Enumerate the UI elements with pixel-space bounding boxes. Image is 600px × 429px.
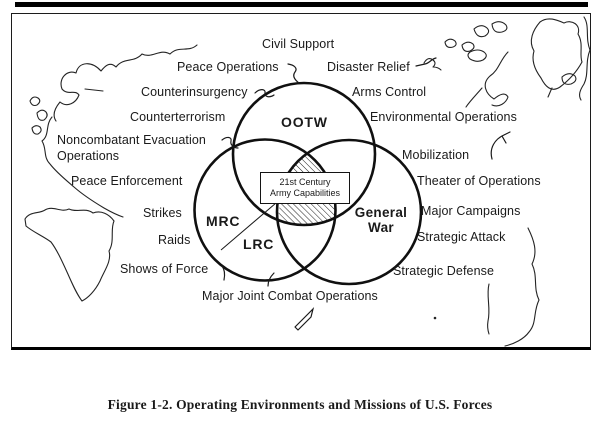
label-noncombatant-evacuation: Noncombatant Evacuation Operations xyxy=(57,133,206,163)
label-peace-enforcement: Peace Enforcement xyxy=(71,174,183,188)
mobilization-curl-arrow xyxy=(491,132,510,159)
label-shows-of-force: Shows of Force xyxy=(120,262,209,276)
label-environmental-operations: Environmental Operations xyxy=(370,110,517,124)
circle-label-mrc: MRC xyxy=(206,213,241,229)
capability-box-line1: 21st Century xyxy=(279,177,331,188)
connector-disaster-relief xyxy=(416,58,436,66)
label-theater-of-operations: Theater of Operations xyxy=(417,174,541,188)
circle-label-general-war: General War xyxy=(354,205,408,235)
map-south-america xyxy=(25,208,114,301)
label-major-campaigns: Major Campaigns xyxy=(421,204,521,218)
map-eurasia xyxy=(485,52,508,106)
connector-peace-operations xyxy=(288,64,299,83)
label-mobilization: Mobilization xyxy=(402,148,470,162)
label-raids: Raids xyxy=(158,233,191,247)
circle-label-ootw: OOTW xyxy=(281,114,328,130)
label-disaster-relief: Disaster Relief xyxy=(327,60,410,74)
circle-label-lrc: LRC xyxy=(243,236,275,252)
capability-box-line2: Army Capabilities xyxy=(269,188,341,198)
pen-nib-arrow xyxy=(295,309,313,330)
label-strategic-defense: Strategic Defense xyxy=(393,264,495,278)
map-greenland xyxy=(531,19,582,89)
label-counterinsurgency: Counterinsurgency xyxy=(141,85,248,99)
label-civil-support: Civil Support xyxy=(262,37,335,51)
figure-caption: Figure 1-2. Operating Environments and Missions of U.S. Forces xyxy=(107,397,493,412)
label-major-joint-combat-operations: Major Joint Combat Operations xyxy=(202,289,378,303)
label-strikes: Strikes xyxy=(143,206,182,220)
label-counterterrorism: Counterterrorism xyxy=(130,110,226,124)
label-peace-operations: Peace Operations xyxy=(177,60,279,74)
label-strategic-attack: Strategic Attack xyxy=(417,230,506,244)
label-arms-control: Arms Control xyxy=(352,85,427,99)
map-coastline-right xyxy=(505,228,539,346)
center-capability-box xyxy=(260,172,350,204)
